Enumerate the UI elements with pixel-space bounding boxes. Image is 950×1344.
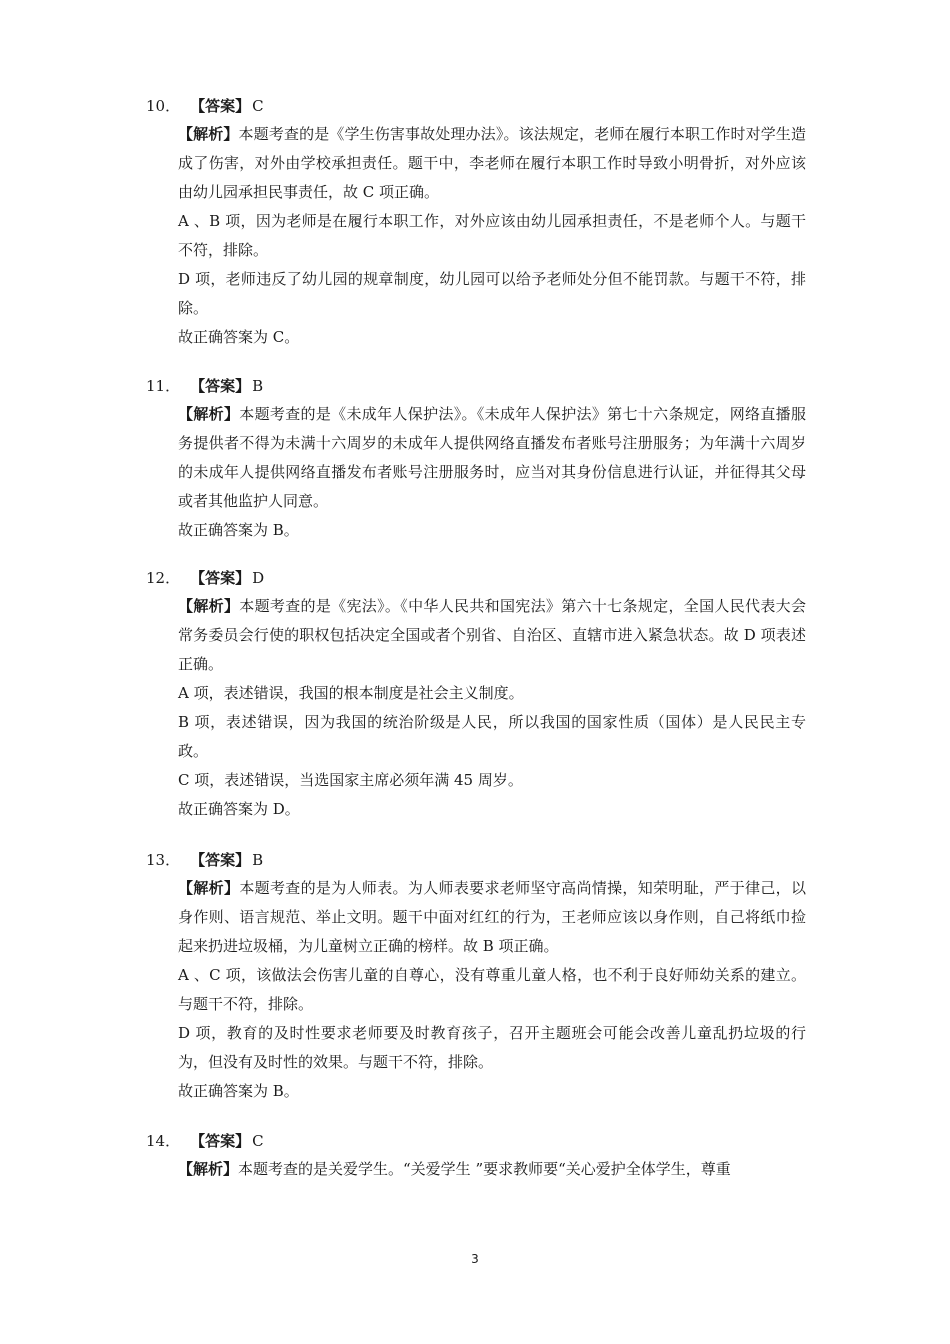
- explanation-tag: 【解析】: [178, 597, 240, 615]
- answer-tag: 【答案】: [190, 377, 251, 395]
- explanation-text: D 项，老师违反了幼儿园的规章制度，幼儿园可以给予老师处分但不能罚款。与题干不符，排除。: [178, 270, 806, 317]
- explanation-text: D 项，教育的及时性要求老师要及时教育孩子，召开主题班会可能会改善儿童乱扔垃圾的行为，但没有及时性的效果。与题干不符，排除。: [178, 1024, 806, 1071]
- explanation-paragraph: [178, 1155, 806, 1184]
- explanation-paragraph: [178, 1019, 806, 1077]
- explanation-text: 本题考查的是为人师表。为人师表要求老师坚守高尚情操，知荣明耻，严于律己，以身作则、语言规范、举止文明。题干中面对红红的行为，王老师应该以身作则，自己将纸巾捡起来扔进垃圾桶，为儿童树立正确的榜样。故 B 项正确。: [178, 879, 806, 955]
- question-header: [146, 376, 806, 396]
- explanation-paragraph: [178, 679, 806, 708]
- answer-value: B: [252, 377, 264, 395]
- explanation-paragraph: [178, 592, 806, 679]
- question-number: 13．: [146, 851, 181, 869]
- explanation-paragraph: [178, 874, 806, 961]
- explanation-paragraph: [178, 323, 806, 352]
- question-block: [146, 376, 806, 545]
- question-header: [146, 96, 806, 116]
- answer-tag: 【答案】: [190, 569, 251, 587]
- explanation-text: 故正确答案为 B。: [178, 1082, 299, 1100]
- explanation-text: A 、B 项，因为老师是在履行本职工作，对外应该由幼儿园承担责任，不是老师个人。与题干不符，排除。: [178, 212, 806, 259]
- question-header: [146, 1131, 806, 1151]
- explanation-paragraph: [178, 795, 806, 824]
- question-header: [146, 568, 806, 588]
- explanation: [178, 592, 806, 824]
- answer-value: D: [252, 569, 265, 587]
- explanation-tag: 【解析】: [178, 879, 240, 897]
- explanation-paragraph: [178, 708, 806, 766]
- explanation-text: 故正确答案为 C。: [178, 328, 300, 346]
- explanation-text: 故正确答案为 B。: [178, 521, 299, 539]
- explanation: [178, 400, 806, 545]
- explanation-paragraph: [178, 766, 806, 795]
- explanation-tag: 【解析】: [178, 1160, 239, 1178]
- question-number: 11．: [146, 377, 181, 395]
- explanation-paragraph: [178, 265, 806, 323]
- answer-tag: 【答案】: [190, 1132, 251, 1150]
- explanation-paragraph: [178, 120, 806, 207]
- explanation-paragraph: [178, 516, 806, 545]
- explanation-paragraph: [178, 400, 806, 516]
- question-block: [146, 1131, 806, 1184]
- explanation-paragraph: [178, 207, 806, 265]
- question-number: 10．: [146, 97, 181, 115]
- explanation: [178, 120, 806, 352]
- explanation-text: A 、C 项，该做法会伤害儿童的自尊心，没有尊重儿童人格，也不利于良好师幼关系的建立。与题干不符，排除。: [178, 966, 806, 1013]
- explanation: [178, 1155, 806, 1184]
- explanation-paragraph: [178, 1077, 806, 1106]
- explanation-text: 本题考查的是《宪法》。《中华人民共和国宪法》第六十七条规定，全国人民代表大会常务委员会行使的职权包括决定全国或者个别省、自治区、直辖市进入紧急状态。故 D 项表述正确。: [178, 597, 806, 673]
- answer-value: C: [252, 1132, 264, 1150]
- question-block: [146, 568, 806, 824]
- explanation-text: 本题考查的是《学生伤害事故处理办法》。该法规定，老师在履行本职工作时对学生造成了伤害，对外由学校承担责任。题干中，李老师在履行本职工作时导致小明骨折，对外应该由幼儿园承担民事责任，故 C 项正确。: [178, 125, 806, 201]
- explanation-text: A 项，表述错误，我国的根本制度是社会主义制度。: [178, 684, 524, 702]
- explanation-text: C 项，表述错误，当选国家主席必须年满 45 周岁。: [178, 771, 523, 789]
- explanation-text: B 项，表述错误，因为我国的统治阶级是人民，所以我国的国家性质（国体）是人民民主专政。: [178, 713, 806, 760]
- question-block: [146, 96, 806, 352]
- page-number: 3: [471, 1252, 479, 1266]
- explanation-text: 本题考查的是关爱学生。“关爱学生 ”要求教师要“关心爱护全体学生，尊重: [238, 1160, 731, 1178]
- question-header: [146, 850, 806, 870]
- answer-tag: 【答案】: [190, 851, 251, 869]
- explanation-tag: 【解析】: [178, 125, 239, 143]
- answer-tag: 【答案】: [190, 97, 251, 115]
- explanation-text: 本题考查的是《未成年人保护法》。《未成年人保护法》第七十六条规定，网络直播服务提供者不得为未满十六周岁的未成年人提供网络直播发布者账号注册服务；为年满十六周岁的未成年人提供网络直播发布者账号注册服务时，应当对其身份信息进行认证，并征得其父母或者其他监护人同意。: [178, 405, 806, 510]
- question-number: 12．: [146, 569, 181, 587]
- explanation-paragraph: [178, 961, 806, 1019]
- explanation: [178, 874, 806, 1106]
- question-number: 14．: [146, 1132, 181, 1150]
- question-block: [146, 850, 806, 1106]
- answer-value: B: [252, 851, 264, 869]
- explanation-tag: 【解析】: [178, 405, 240, 423]
- explanation-text: 故正确答案为 D。: [178, 800, 300, 818]
- answer-value: C: [252, 97, 264, 115]
